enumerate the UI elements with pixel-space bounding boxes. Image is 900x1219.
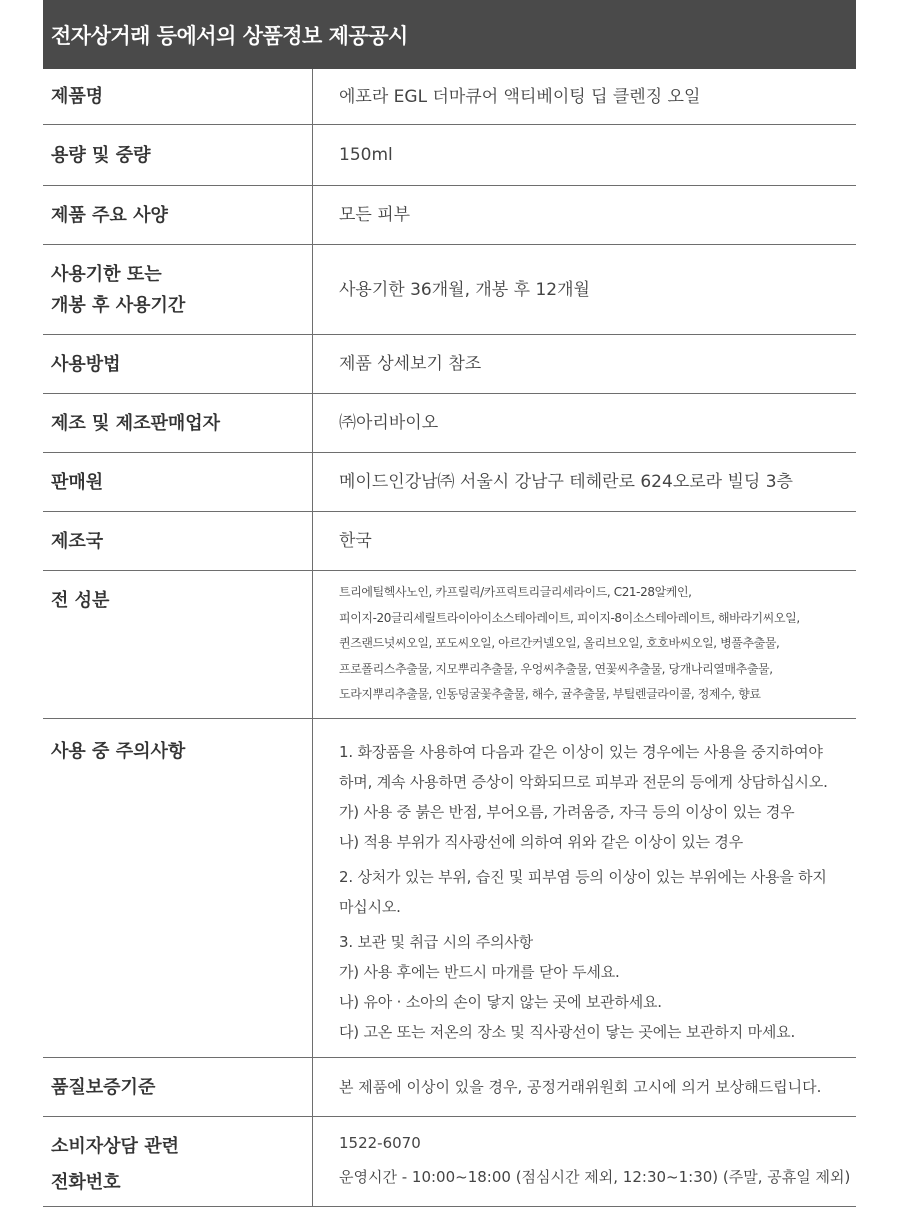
row-volume [43,125,856,186]
caution-line: 3. 보관 및 취급 시의 주의사항 [339,933,533,951]
row-label: 사용방법 [43,335,313,393]
ingredients-line: 트리에틸헥사노인, 카프릴릭/카프릭트리글리세라이드, C21-28알케인, [339,585,692,599]
caution-line: 가) 사용 중 붉은 반점, 부어오름, 가려움증, 자극 등의 이상이 있는 경우 [339,803,795,821]
row-label: 용량 및 중량 [43,125,313,185]
caution-line: 하며, 계속 사용하면 증상이 악화되므로 피부과 전문의 등에게 상담하십시오. [339,773,828,791]
ingredients-line: 프로폴리스추출물, 지모뿌리추출물, 우엉씨추출물, 연꽃씨추출물, 당개나리열매추출물, [339,661,773,676]
row-spec [43,186,856,245]
caution-line: 마십시오. [339,898,401,916]
row-label: 제조국 [43,512,313,570]
row-label-line: 개봉 후 사용기간 [51,294,186,316]
row-label-line: 소비자상담 관련 [51,1136,179,1157]
row-value: 에포라 EGL 더마큐어 액티베이팅 딥 클렌징 오일 [339,86,701,107]
row-label [43,1117,313,1206]
caution-line: 가) 사용 후에는 반드시 마개를 닫아 두세요. [339,963,620,981]
row-manufacturer [43,394,856,453]
row-value: ㈜아리바이오 [339,413,439,433]
row-expiry [43,245,856,335]
row-label-line: 사용기한 또는 [51,263,162,285]
caution-line: 1. 화장품을 사용하여 다음과 같은 이상이 있는 경우에는 사용을 중지하여야 [339,743,823,761]
row-label: 제품 주요 사양 [43,186,313,244]
row-label: 판매원 [43,453,313,511]
row-value: 모든 피부 [339,205,411,225]
row-label: 제조 및 제조판매업자 [43,394,313,452]
row-value: 150ml [339,145,393,165]
row-label: 전 성분 [43,571,313,718]
contact-phone: 1522-6070 [339,1134,421,1152]
row-value: 본 제품에 이상이 있을 경우, 공정거래위원회 고시에 의거 보상해드립니다. [339,1078,822,1096]
row-value: 제품 상세보기 참조 [339,354,482,374]
row-value [313,1117,856,1206]
ingredients-line: 퀸즈랜드넛씨오일, 포도씨오일, 아르간커넬오일, 올리브오일, 호호바씨오일, 병풀추출물, [339,636,780,650]
ingredients-line: 피이지-20글리세릴트라이아이소스테아레이트, 피이지-8이소스테아레이트, 해바라기씨오일, [339,610,800,625]
row-quality [43,1058,856,1117]
row-usage [43,335,856,394]
ingredients-list [313,571,856,718]
row-contact [43,1117,856,1207]
caution-line: 다) 고온 또는 저온의 장소 및 직사광선이 닿는 곳에는 보관하지 마세요. [339,1023,796,1041]
row-label: 품질보증기준 [43,1058,313,1116]
caution-list [313,719,856,1057]
row-value: 한국 [339,531,372,551]
product-info-table [43,0,856,1207]
row-seller [43,453,856,512]
contact-hours: 운영시간 - 10:00~18:00 (점심시간 제외, 12:30~1:30) (주말, 공휴일 제외) [339,1168,851,1186]
table-title: 전자상거래 등에서의 상품정보 제공공시 [51,23,408,48]
row-label: 제품명 [43,69,313,124]
row-product-name [43,69,856,125]
row-value: 사용기한 36개월, 개봉 후 12개월 [339,279,590,300]
row-ingredients [43,571,856,719]
row-country [43,512,856,571]
table-header [43,0,856,69]
row-value: 메이드인강남㈜ 서울시 강남구 테헤란로 624오로라 빌딩 3층 [339,472,793,492]
row-label-line: 전화번호 [51,1172,121,1193]
caution-line: 2. 상처가 있는 부위, 습진 및 피부염 등의 이상이 있는 부위에는 사용을 하지 [339,868,827,886]
row-caution [43,719,856,1058]
row-label [43,245,313,334]
ingredients-line: 도라지뿌리추출물, 인동덩굴꽃추출물, 해수, 귤추출물, 부틸렌글라이콜, 정제수, 향료 [339,687,761,701]
row-label: 사용 중 주의사항 [43,719,313,1057]
caution-line: 나) 적용 부위가 직사광선에 의하여 위와 같은 이상이 있는 경우 [339,833,744,851]
caution-line: 나) 유아 · 소아의 손이 닿지 않는 곳에 보관하세요. [339,993,662,1011]
